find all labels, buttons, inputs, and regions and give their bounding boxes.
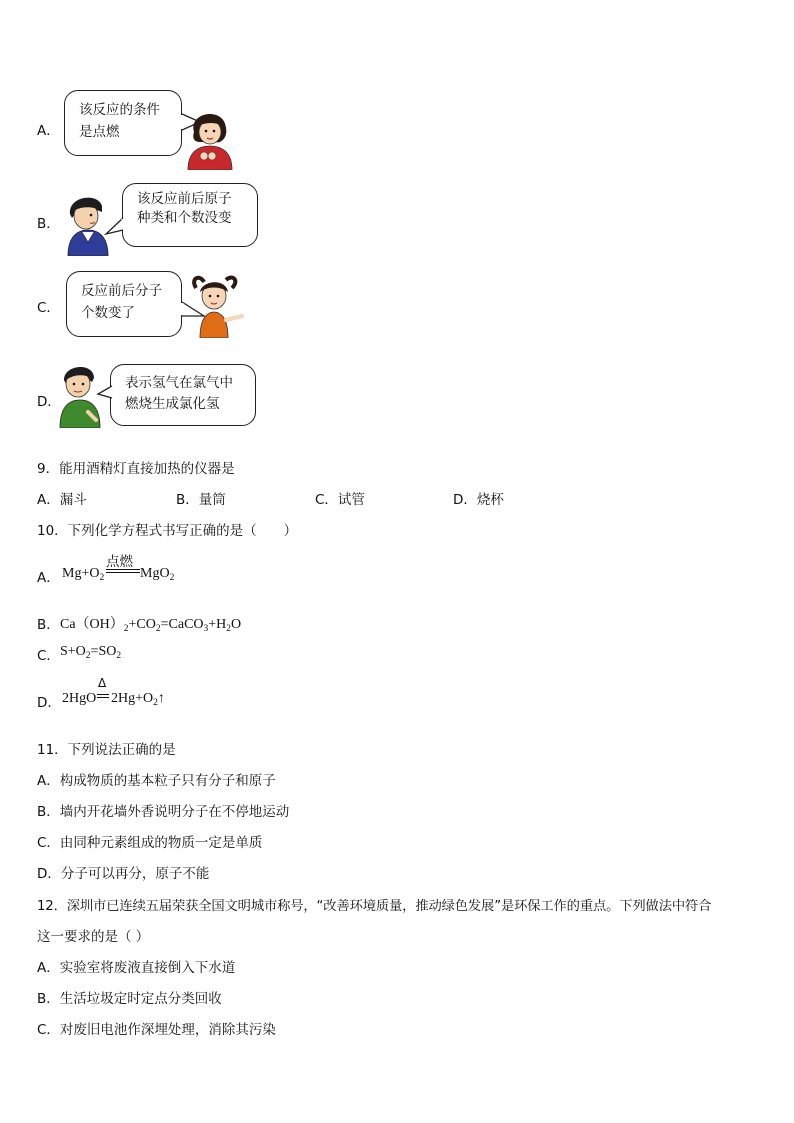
speech-bubble	[64, 90, 182, 156]
girl-character-icon	[180, 104, 236, 170]
option-letter: D．	[37, 394, 61, 410]
girl-character-icon	[186, 274, 248, 338]
option-letter: A．	[37, 570, 60, 586]
q11-stem: 11．下列说法正确的是	[37, 742, 176, 758]
equation-right: $2Hg+O_2↑$	[111, 691, 165, 708]
reaction-condition: 点燃	[106, 554, 133, 570]
speech-bubble	[66, 271, 182, 337]
equation-left: 2HgO	[62, 691, 97, 706]
bubble-line: 燃烧生成氯化氢	[125, 396, 220, 412]
equation: $Ca(OH)_2+CO_2=CaCO_3+H_2O$	[60, 617, 242, 634]
q9-option-d: D．烧杯	[453, 492, 504, 508]
bubble-line: 该反应前后原子	[137, 191, 232, 207]
q12-stem-line2: 这一要求的是（ ）	[37, 929, 150, 945]
q11-option-d: D．分子可以再分，原子不能	[37, 866, 210, 882]
option-letter: B．	[37, 617, 60, 633]
bubble-line: 个数变了	[81, 305, 135, 321]
bubble-line: 该反应的条件	[79, 102, 160, 118]
bubble-tail	[96, 384, 114, 402]
speech-bubble	[110, 364, 256, 426]
q12-option-b: B．生活垃圾定时定点分类回收	[37, 991, 222, 1007]
bubble-line: 表示氢气在氯气中	[125, 375, 233, 391]
bubble-line: 反应前后分子	[81, 283, 162, 299]
equals-line	[97, 697, 109, 698]
equation: $S+O_2=SO_2$	[60, 644, 122, 661]
heat-symbol: Δ	[98, 676, 107, 690]
option-letter: A．	[37, 123, 60, 139]
equation-left: $Mg+O_2$	[62, 566, 105, 583]
equation-right: MgO$_2$	[140, 566, 175, 583]
bubble-tail	[104, 216, 126, 238]
bubble-line: 是点燃	[79, 124, 120, 140]
speech-bubble	[122, 183, 258, 247]
q11-option-a: A．构成物质的基本粒子只有分子和原子	[37, 773, 276, 789]
q12-option-c: C．对废旧电池作深埋处理，消除其污染	[37, 1022, 276, 1038]
q11-option-b: B．墙内开花墙外香说明分子在不停地运动	[37, 804, 290, 820]
q10-stem: 10．下列化学方程式书写正确的是（ ）	[37, 523, 298, 539]
option-letter: C．	[37, 300, 60, 316]
q12-stem-line1: 12．深圳市已连续五届荣获全国文明城市称号，“改善环境质量，推动绿色发展”是环保工作的重点。下列做法中符合	[37, 899, 712, 914]
q9-stem: 9．能用酒精灯直接加热的仪器是	[37, 461, 235, 477]
q9-option-b: B．量筒	[176, 492, 226, 508]
equals-line	[97, 694, 109, 695]
q11-option-c: C．由同种元素组成的物质一定是单质	[37, 835, 263, 851]
q9-option-c: C．试管	[315, 492, 365, 508]
q12-option-a: A．实验室将废液直接倒入下水道	[37, 960, 236, 976]
equals-line	[106, 572, 140, 573]
option-letter: C．	[37, 648, 60, 664]
equals-line	[106, 569, 140, 570]
option-letter: B．	[37, 216, 60, 232]
option-letter: D．	[37, 695, 61, 711]
q9-option-a: A．漏斗	[37, 492, 87, 508]
bubble-line: 种类和个数没变	[137, 210, 232, 226]
